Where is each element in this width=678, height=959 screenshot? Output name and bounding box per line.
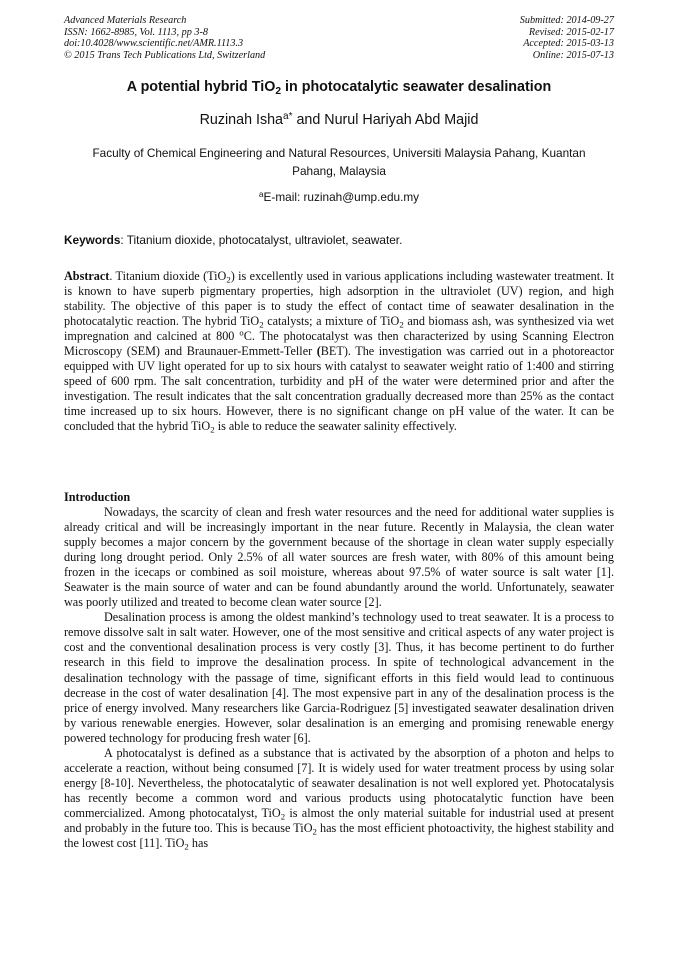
doi-line: doi:10.4028/www.scientific.net/AMR.1113.3 (64, 38, 244, 49)
keywords-label: Keywords (64, 233, 121, 247)
abstract-text-2: ) is excellently used in various applications including wastewater treatment. It is known to have superb pigmentary properties, high adsorption in the ultraviolet (UV) region, and high stability. The objective of this paper is to study the effect of contact time of seawater desalination in the photocatalytic reaction. The hybrid TiO (64, 269, 614, 329)
intro-p3-sub-2: 2 (312, 826, 317, 837)
email-address: E-mail: ruzinah@ump.edu.my (263, 190, 420, 204)
journal-header-left (64, 15, 265, 61)
abstract-text-1: . Titanium dioxide (TiO (109, 269, 227, 283)
abstract-sub-3: 2 (399, 319, 404, 330)
abstract-bold-paren: ( (316, 344, 321, 359)
introduction-section (64, 505, 614, 851)
intro-p3-text-3: has the most efficient photoactivity, the highest stability and the lowest cost [11]. TiO (64, 820, 614, 851)
author-rest: and Nurul Hariyah Abd Majid (292, 112, 479, 128)
author-1-affiliation-mark: a* (283, 111, 293, 122)
abstract-sub-4: 2 (210, 424, 215, 435)
intro-p3-text-2: is almost the only material suitable for industrial used at present and probably in the future too. This is because TiO (64, 805, 614, 835)
abstract-sub-1: 2 (226, 274, 231, 285)
paper-title (0, 79, 678, 95)
abstract-text-5: C. The photocatalyst was then characterized by using Scanning Electron Microscopy (SEM) and Braunauer-Emmett-Teller (64, 329, 614, 359)
abstract-text-6: BET). The investigation was carried out in a photoreactor equipped with UV light operated for up to six hours with catalyst to seawater weight ratio of 1:400 and stirring speed of 600 rpm. The salt concentration, turbidity and pH of the water were determined prior and after the investigation. The result indicates that the salt concentration gradually decreased more than 25% as the contact time increased up to six hours. However, there is no significant change on pH value of the water. It can be concluded that the hybrid TiO (64, 344, 614, 434)
abstract-label: Abstract (64, 269, 110, 283)
author-line (0, 112, 678, 128)
online-date: Online: 2015-07-13 (532, 49, 614, 61)
journal-header-right (520, 15, 614, 61)
intro-paragraph-2: Desalination process is among the oldest mankind’s technology used to treat seawater. It is a process to remove dissolve salt in salt water. However, one of the most sensitive and critical aspects of any water project is cost and the conventional desalination process is very costly [3]. Thus, it has become pertinent to do further research in this field to improve the desalination process. In spite of technological advancement in the desalination technology with the passage of time, significant efforts in this field would lead to continuous decrease in the cost of water desalination [4]. The most expensive part in any of the desalination process is the price of energy involved. Many researchers like Garcia-Rodriguez [5] investigated seawater desalination driven by various renewable energies. However, solar desalination is an emerging and promising renewable energy powered technology for producing fresh water [6]. (64, 610, 614, 745)
submitted-date: Submitted: 2014-09-27 (519, 15, 614, 26)
intro-paragraph-3 (64, 746, 614, 851)
keywords-text: : Titanium dioxide, photocatalyst, ultraviolet, seawater. (120, 233, 403, 247)
introduction-heading: Introduction (64, 490, 131, 504)
keywords-line (64, 233, 624, 247)
author-1: Ruzinah Isha (199, 112, 284, 128)
accepted-date: Accepted: 2015-03-13 (523, 38, 614, 49)
abstract-sub-2: 2 (259, 319, 264, 330)
intro-p3-sub-1: 2 (280, 811, 286, 822)
intro-p3-text-4: has (188, 836, 209, 851)
abstract-text-7: is able to reduce the seawater salinity effectively. (214, 419, 457, 434)
affiliation: Faculty of Chemical Engineering and Natural Resources, Universiti Malaysia Pahang, Kuantan Pahang, Malaysia (92, 146, 586, 178)
abstract-text-4: and biomass ash, was synthesized via wet impregnation and calcined at 800 (64, 314, 614, 344)
copyright-line: © 2015 Trans Tech Publications Ltd, Switzerland (64, 49, 266, 61)
intro-p3-sub-3: 2 (184, 841, 189, 852)
abstract-text-3: catalysts; a mixture of TiO (263, 314, 400, 329)
issn-line: ISSN: 1662-8985, Vol. 1113, pp 3-8 (64, 26, 208, 38)
revised-date: Revised: 2015-02-17 (528, 26, 614, 38)
intro-paragraph-1: Nowadays, the scarcity of clean and fresh water resources and the need for additional water supplies is already critical and will be increasingly important in the near future. Recently in Malaysia, the clean water supply becomes a major concern by the government because of the shortage in clean water supply especially during long drought period. Only 2.5% of all water sources are fresh water, with 80% of this amount being frozen in the icecaps or combined as soil moisture, whereas about 97.5% of water source is salt water [1]. Seawater is the main source of water and can be found abundantly around the world. Unfortunately, seawater was poorly utilized and treated to become clean water source [2]. (64, 505, 614, 610)
email-affiliation-mark: a (258, 189, 264, 199)
intro-p3-text-1: A photocatalyst is defined as a substance that is activated by the absorption of a photon and helps to accelerate a reaction, without being consumed [7]. It is widely used for water treatment process by using solar energy [8-10]. Nevertheless, the photocatalytic of seawater desalination is not well explored yet. Photocatalysis has recently become a common word and various products using photocatalytic function have been commercialized. Among photocatalyst, TiO (64, 745, 614, 820)
degree-mark: o (239, 327, 244, 338)
title-part-2: in photocatalytic seawater desalination (281, 79, 552, 95)
abstract-paragraph (64, 269, 614, 435)
email-line (0, 190, 678, 204)
title-subscript: 2 (275, 85, 282, 97)
title-part-1: A potential hybrid TiO (126, 79, 276, 95)
journal-name: Advanced Materials Research (64, 15, 187, 26)
